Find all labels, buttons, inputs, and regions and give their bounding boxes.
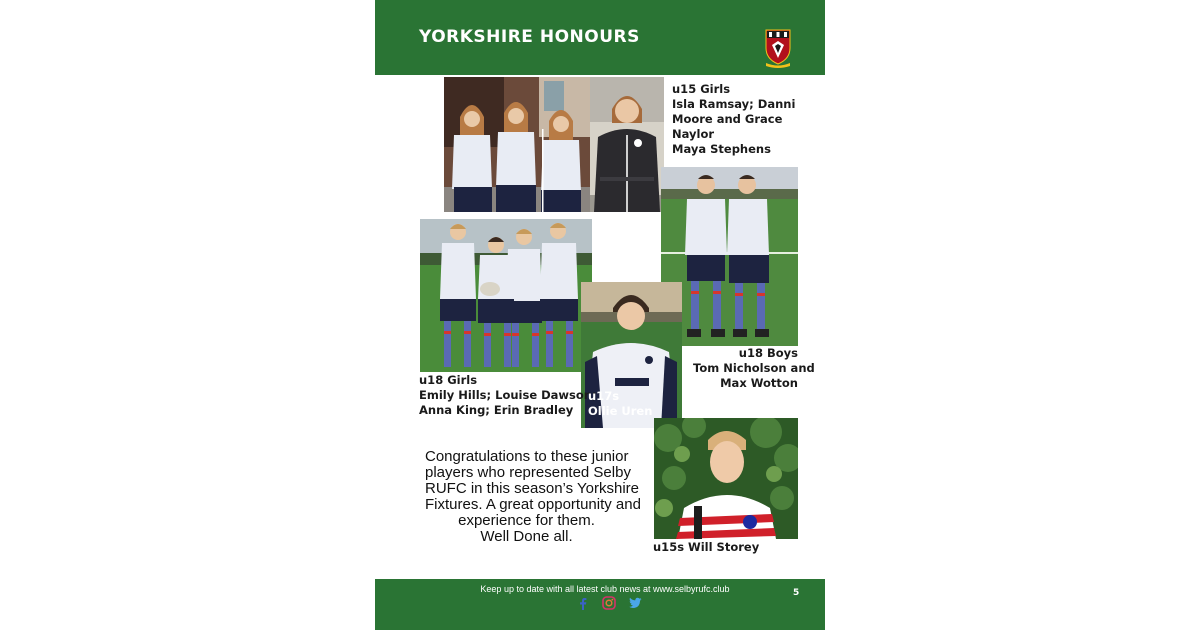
caption-line: Max Wotton <box>720 376 798 390</box>
u15-girl-portrait-photo <box>590 77 664 212</box>
caption-line: u15s Will Storey <box>653 540 760 554</box>
u15-girls-caption <box>672 82 795 157</box>
u18-girls-caption <box>419 373 597 418</box>
caption-line: Moore and Grace <box>672 112 783 126</box>
caption-line: Naylor <box>672 127 715 141</box>
newsletter-page <box>375 0 825 630</box>
congrats-line: RUFC in this season’s Yorkshire <box>425 480 639 497</box>
caption-line: Anna King; Erin Bradley <box>419 403 574 417</box>
u17s-caption <box>588 389 652 419</box>
congrats-line: Fixtures. A great opportunity and <box>425 496 641 513</box>
caption-line: u17s <box>588 389 620 403</box>
club-crest-icon <box>763 28 793 68</box>
caption-line: u15 Girls <box>672 82 731 96</box>
u15s-caption <box>653 540 759 555</box>
caption-line: Isla Ramsay; Danni <box>672 97 796 111</box>
page-title: YORKSHIRE HONOURS <box>419 27 640 47</box>
page-footer <box>375 579 825 630</box>
u18-boys-caption <box>693 346 815 391</box>
caption-line: Emily Hills; Louise Dawson; <box>419 388 597 402</box>
u18-girls-photo <box>420 219 592 372</box>
footer-note: Keep up to date with all latest club news at www.selbyrufc.club <box>480 584 730 594</box>
caption-line: Ollie Uren <box>588 404 653 418</box>
caption-line: Maya Stephens <box>672 142 771 156</box>
caption-line: u18 Girls <box>419 373 478 387</box>
facebook-icon[interactable] <box>576 596 590 610</box>
u15-girls-group-photo <box>444 77 590 212</box>
congrats-line: Congratulations to these junior <box>425 448 629 465</box>
u15s-photo <box>654 418 798 539</box>
congratulations-text <box>425 448 641 545</box>
twitter-icon[interactable] <box>628 596 642 610</box>
caption-line: Tom Nicholson and <box>693 361 815 375</box>
caption-line: u18 Boys <box>738 346 798 360</box>
congrats-line: players who represented Selby <box>425 464 631 481</box>
congrats-line: experience for them. <box>458 512 595 529</box>
congrats-line: Well Done all. <box>480 528 573 545</box>
page-header <box>375 0 825 75</box>
page-number: 5 <box>793 588 800 598</box>
instagram-icon[interactable] <box>602 596 616 610</box>
